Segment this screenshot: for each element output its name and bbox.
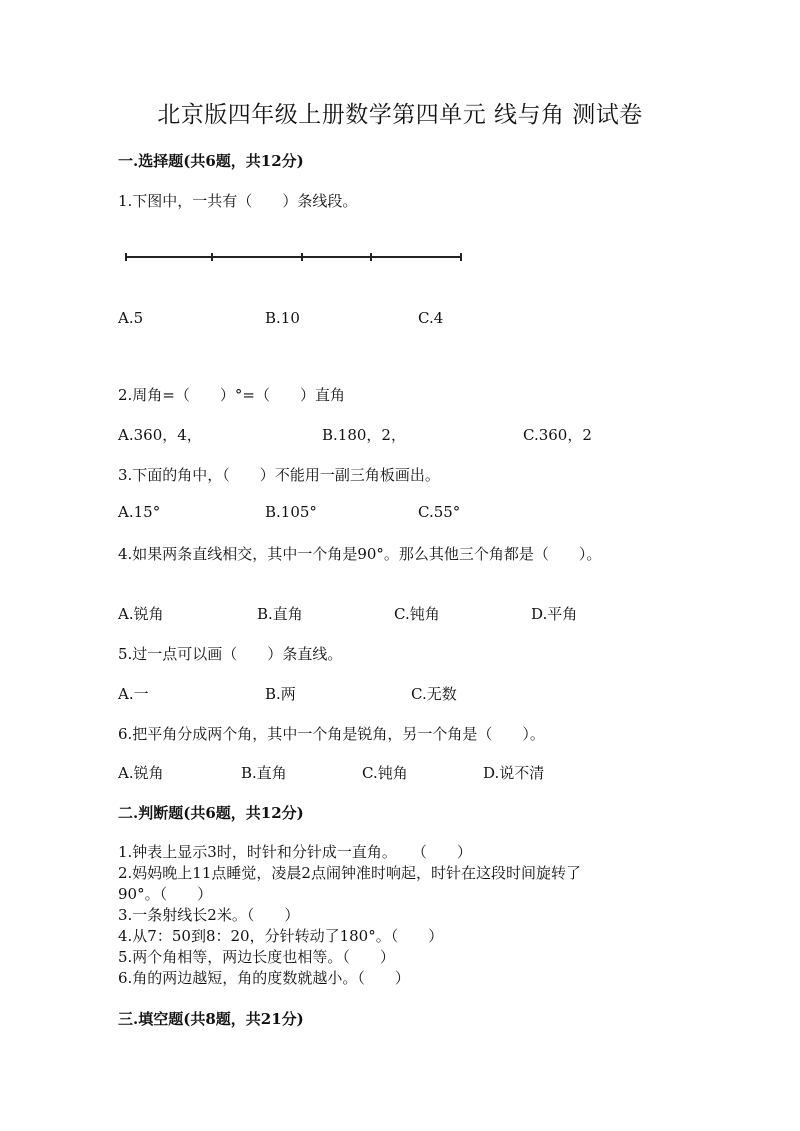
q5-option-b[interactable]: B.两 <box>265 685 296 703</box>
q2-option-a[interactable]: A.360，4， <box>118 426 202 444</box>
question-4-stem: 4.如果两条直线相交，其中一个角是90°。那么其他三个角都是（ ）。 <box>118 545 602 563</box>
q4-option-c[interactable]: C.钝角 <box>394 605 440 623</box>
section-heading-choice: 一.选择题(共6题，共12分) <box>118 152 304 170</box>
q6-option-a[interactable]: A.锐角 <box>118 764 164 782</box>
judge-item-5: 5.两个角相等，两边长度也相等。（ ） <box>118 948 395 966</box>
judge-item-2: 2.妈妈晚上11点睡觉，凌晨2点闹钟准时响起，时针在这段时间旋转了 <box>118 864 581 882</box>
q1-option-c[interactable]: C.4 <box>418 309 444 327</box>
judge-item-1: 1.钟表上显示3时，时针和分针成一直角。 （ ） <box>118 843 472 861</box>
line-segment-figure <box>118 245 468 265</box>
question-3-stem: 3.下面的角中，（ ）不能用一副三角板画出。 <box>118 466 440 484</box>
q2-option-c[interactable]: C.360，2 <box>523 426 592 444</box>
page-title: 北京版四年级上册数学第四单元 线与角 测试卷 <box>157 102 643 128</box>
section-heading-judge: 二.判断题(共6题，共12分) <box>118 804 304 822</box>
q6-option-c[interactable]: C.钝角 <box>362 764 408 782</box>
q1-option-b[interactable]: B.10 <box>265 309 300 327</box>
q1-option-a[interactable]: A.5 <box>118 309 144 327</box>
q3-option-a[interactable]: A.15° <box>118 503 161 521</box>
q2-option-b[interactable]: B.180，2， <box>322 426 406 444</box>
question-5-stem: 5.过一点可以画（ ）条直线。 <box>118 645 343 663</box>
judge-item-3: 3.一条射线长2米。（ ） <box>118 906 300 924</box>
question-1-stem: 1.下图中，一共有（ ）条线段。 <box>118 192 358 210</box>
q4-option-d[interactable]: D.平角 <box>531 605 578 623</box>
judge-item-6: 6.角的两边越短，角的度数就越小。（ ） <box>118 969 410 987</box>
q4-option-a[interactable]: A.锐角 <box>118 605 164 623</box>
question-2-stem: 2.周角=（ ）°=（ ）直角 <box>118 386 345 404</box>
q6-option-d[interactable]: D.说不清 <box>483 764 545 782</box>
q5-option-a[interactable]: A.一 <box>118 685 149 703</box>
section-heading-fill: 三.填空题(共8题，共21分) <box>118 1010 304 1028</box>
q4-option-b[interactable]: B.直角 <box>257 605 303 623</box>
q3-option-b[interactable]: B.105° <box>265 503 317 521</box>
judge-item-4: 4.从7：50到8：20，分针转动了180°。（ ） <box>118 927 444 945</box>
q6-option-b[interactable]: B.直角 <box>241 764 287 782</box>
question-6-stem: 6.把平角分成两个角，其中一个角是锐角，另一个角是（ ）。 <box>118 725 545 743</box>
judge-item-2-cont: 90°。（ ） <box>118 885 213 903</box>
q5-option-c[interactable]: C.无数 <box>411 685 457 703</box>
q3-option-c[interactable]: C.55° <box>418 503 461 521</box>
